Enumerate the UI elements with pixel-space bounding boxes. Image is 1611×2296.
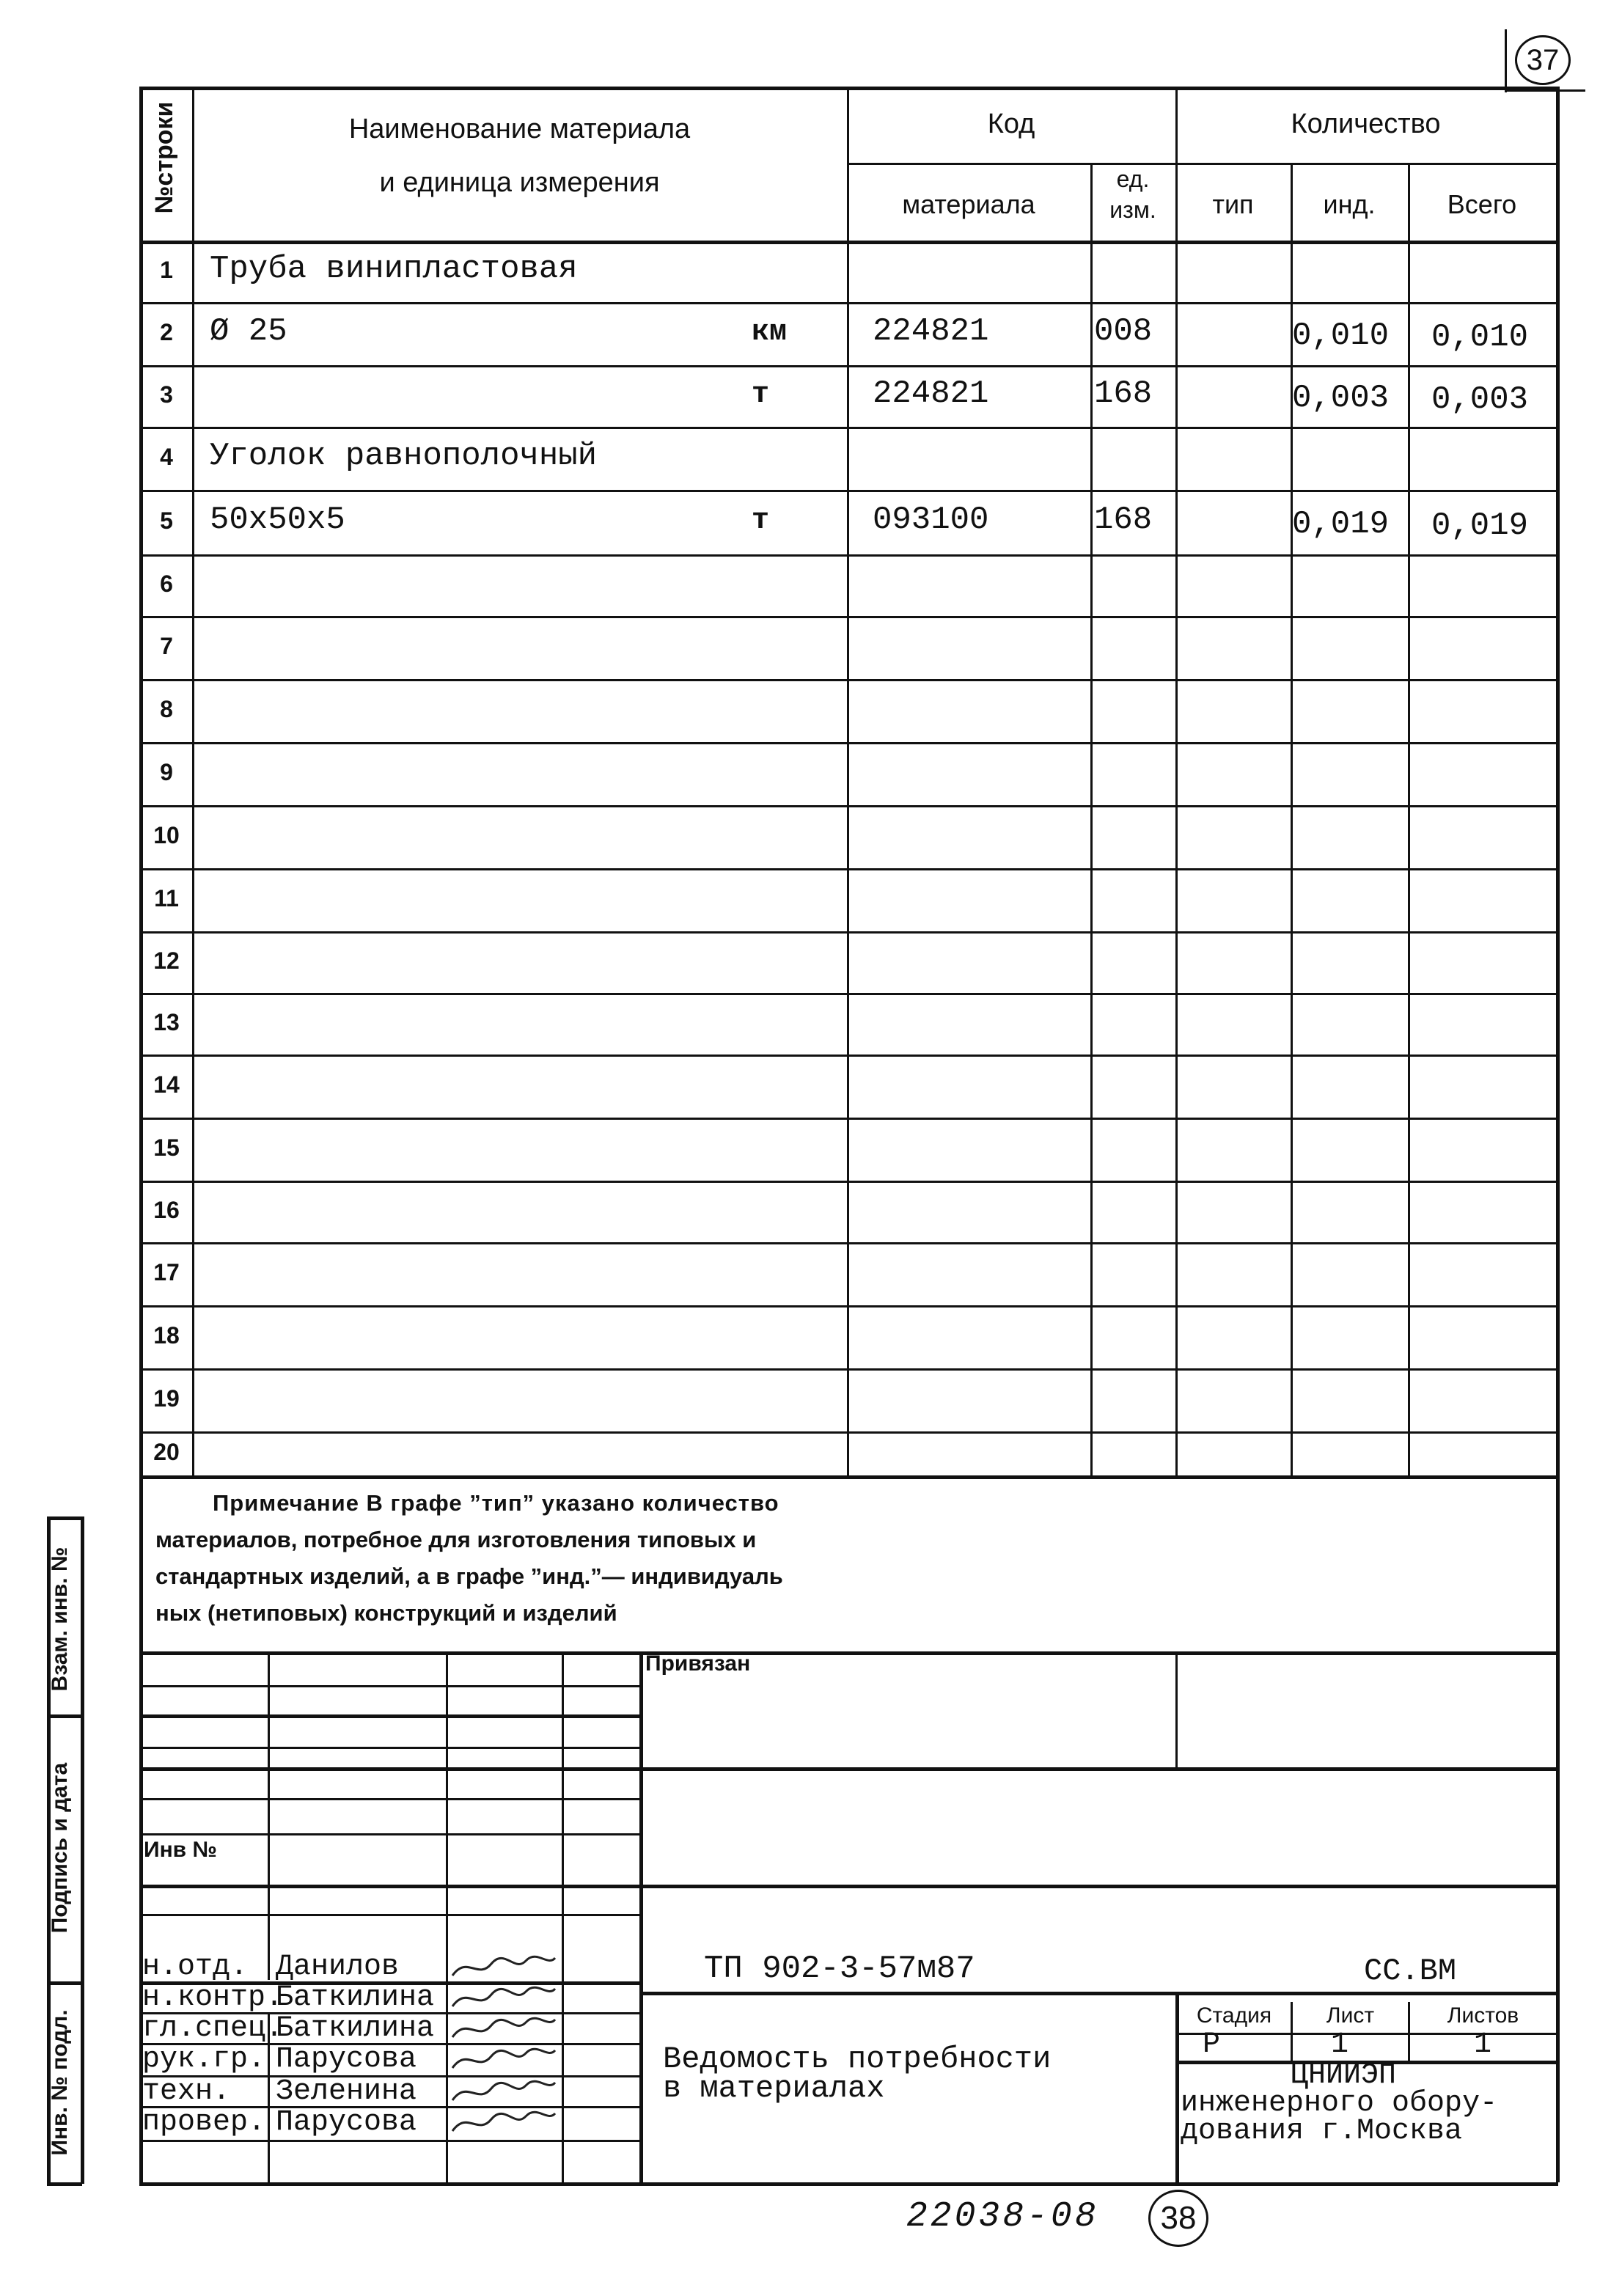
- total-quantity: 0,019: [1431, 507, 1529, 544]
- material-code: 093100: [873, 502, 989, 538]
- row-number: 1: [160, 257, 173, 283]
- quantity-header: Количество: [1291, 109, 1441, 139]
- unit-code: 168: [1094, 375, 1153, 412]
- unit: км: [752, 316, 788, 349]
- unit-code: 168: [1094, 502, 1153, 538]
- row-divider: [139, 1181, 1558, 1183]
- row-number: 8: [160, 696, 173, 722]
- row-number: 13: [153, 1009, 180, 1035]
- row-number: 19: [153, 1385, 180, 1412]
- document-title-line1: Ведомость потребности: [663, 2042, 1052, 2077]
- document-title-line2: в материалах: [663, 2071, 885, 2106]
- signature-scribble: [449, 2075, 559, 2109]
- stamp-right-rule: [1556, 1475, 1560, 2182]
- signer-name: Баткилина: [276, 2012, 435, 2045]
- signer-name: Парусова: [276, 2043, 417, 2076]
- document-mark: СС.ВМ: [1364, 1954, 1457, 1989]
- row-divider: [139, 302, 1558, 304]
- row-number: 11: [154, 885, 179, 912]
- signature-scribble: [449, 2043, 559, 2077]
- unit-header-line2: изм.: [1109, 197, 1156, 223]
- row-number: 12: [153, 947, 180, 974]
- row-number: 17: [153, 1259, 180, 1285]
- row-divider: [139, 931, 1558, 934]
- row-number: 3: [160, 381, 173, 408]
- material-code: 224821: [873, 375, 989, 412]
- row-divider: [139, 1431, 1558, 1434]
- organization-line1: ЦНИИЭП: [1291, 2059, 1397, 2092]
- replace-inv-label: Взам. инв. №: [48, 1547, 72, 1692]
- signer-name: Парусова: [276, 2106, 417, 2139]
- unit-header-line1: ед.: [1116, 166, 1150, 192]
- code-header: Код: [987, 109, 1035, 139]
- row-number: 6: [160, 571, 173, 597]
- ind-quantity: 0,010: [1292, 318, 1390, 354]
- material-name: Ø 25: [210, 313, 287, 350]
- row-divider: [139, 1118, 1558, 1120]
- stage-value: Р: [1203, 2028, 1221, 2061]
- name-header-line1: Наименование материала: [348, 114, 691, 144]
- signature-scribble: [449, 1951, 559, 1984]
- note-line: материалов, потребное для изготовления типовых и: [155, 1527, 757, 1552]
- row-number: 20: [153, 1439, 180, 1465]
- total-header: Всего: [1447, 189, 1517, 219]
- row-divider: [139, 993, 1558, 995]
- row-divider: [139, 616, 1558, 618]
- ind-quantity: 0,003: [1292, 380, 1390, 417]
- total-quantity: 0,003: [1431, 381, 1529, 418]
- row-divider: [139, 365, 1558, 367]
- name-header-line2: и единица измерения: [379, 167, 660, 198]
- ind-header: инд.: [1323, 189, 1376, 219]
- corner-rule: [1505, 29, 1507, 92]
- stage-label: Стадия: [1196, 2003, 1272, 2028]
- unit: т: [752, 505, 770, 538]
- row-number: 2: [160, 319, 173, 345]
- row-number: 18: [153, 1322, 180, 1349]
- row-number: 9: [160, 759, 173, 785]
- row-divider: [139, 1368, 1558, 1371]
- organization-line3: дования г.Москва: [1181, 2115, 1463, 2148]
- signer-role: н.контр.: [142, 1981, 284, 2014]
- signer-name: Зеленина: [276, 2075, 417, 2108]
- sheets-label: Листов: [1447, 2003, 1519, 2028]
- row-number: 5: [160, 507, 173, 534]
- signature-scribble: [449, 1981, 559, 2015]
- sheet-value: 1: [1331, 2028, 1349, 2061]
- row-divider: [139, 805, 1558, 807]
- signer-role: провер.: [142, 2106, 266, 2139]
- material-name: Труба винипластовая: [210, 251, 578, 287]
- signature-scribble: [449, 2106, 559, 2140]
- row-number: 16: [153, 1197, 180, 1223]
- row-number: 4: [160, 444, 173, 470]
- row-divider: [139, 1475, 1558, 1478]
- row-divider: [139, 1242, 1558, 1244]
- unit: т: [752, 378, 770, 411]
- attached-label: Привязан: [645, 1651, 751, 1676]
- signer-role: рук.гр.: [142, 2043, 266, 2076]
- ind-quantity: 0,019: [1292, 506, 1390, 543]
- note-line: Примечание В графе ”тип” указано количество: [213, 1490, 779, 1516]
- signer-role: гл.спец.: [142, 2012, 284, 2045]
- bottom-page-number: 38: [1148, 2190, 1208, 2247]
- signer-name: Данилов: [276, 1951, 400, 1984]
- material-name: 50x50x5: [210, 502, 345, 538]
- note-line: стандартных изделий, а в графе ”инд.”— индивидуаль: [155, 1563, 783, 1589]
- row-number-header: №строки: [150, 101, 178, 214]
- row-divider: [139, 742, 1558, 744]
- signer-name: Баткилина: [276, 1981, 435, 2014]
- sheet-label: Лист: [1326, 2003, 1375, 2028]
- page-number: 37: [1515, 35, 1571, 85]
- unit-code: 008: [1094, 313, 1153, 350]
- inv-number-label: Инв №: [144, 1838, 217, 1862]
- row-divider: [139, 1055, 1558, 1057]
- archive-code: 22038-08: [906, 2197, 1099, 2237]
- row-number: 10: [153, 822, 180, 848]
- row-number: 15: [153, 1134, 180, 1161]
- note-line: ных (нетиповых) конструкций и изделий: [155, 1600, 617, 1626]
- sheets-value: 1: [1474, 2028, 1492, 2061]
- row-divider: [139, 679, 1558, 681]
- material-code-header: материала: [902, 189, 1035, 219]
- row-divider: [139, 868, 1558, 870]
- total-quantity: 0,010: [1431, 319, 1529, 356]
- document-code: ТП 902-3-57м87: [704, 1951, 975, 1987]
- signature-date-label: Подпись и дата: [48, 1762, 72, 1934]
- signer-role: техн.: [142, 2075, 231, 2108]
- row-divider: [139, 1305, 1558, 1307]
- signature-scribble: [449, 2012, 559, 2046]
- row-number: 7: [160, 633, 173, 659]
- orig-inv-label: Инв. № подл.: [48, 2009, 72, 2156]
- row-divider: [139, 490, 1558, 492]
- organization-line2: инженерного обору-: [1181, 2087, 1498, 2120]
- signer-role: н.отд.: [142, 1951, 249, 1984]
- row-number: 14: [153, 1071, 180, 1098]
- type-header: тип: [1212, 189, 1254, 219]
- material-name: Уголок равнополочный: [210, 438, 598, 474]
- row-divider: [139, 427, 1558, 429]
- row-divider: [139, 554, 1558, 557]
- material-code: 224821: [873, 313, 989, 350]
- note-left-rule: [139, 1475, 143, 1665]
